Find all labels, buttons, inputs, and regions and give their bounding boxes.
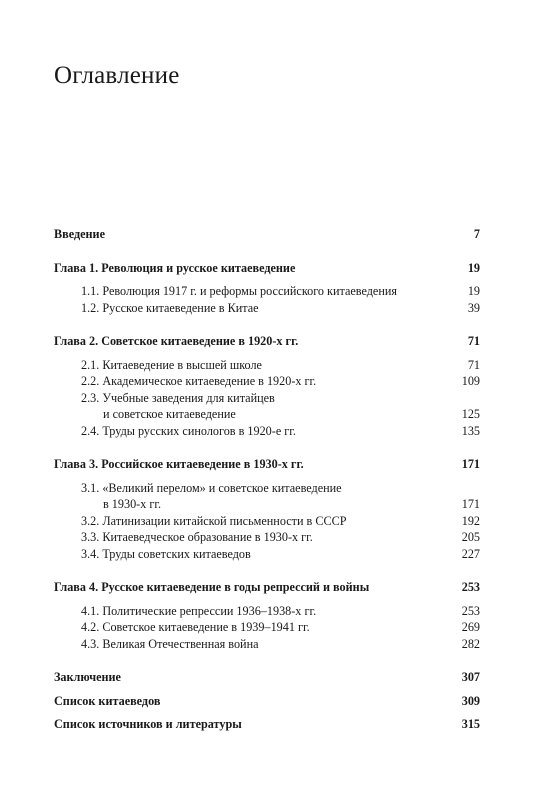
toc-entry-introduction <box>54 226 480 243</box>
toc-section-3-3 <box>54 529 480 546</box>
toc-entry-title: 2.1. Китаеведение в высшей школе <box>81 357 262 372</box>
toc-entry-page: 307 <box>461 670 480 684</box>
toc-entry-page: 253 <box>461 603 480 618</box>
toc-section-4-2 <box>54 619 480 636</box>
toc-chapter-2 <box>54 333 480 350</box>
toc-entry-bibliography <box>54 716 480 733</box>
toc-entry-title: Глава 1. Революция и русское китаеведение <box>54 260 296 275</box>
toc-entry-title: 2.4. Труды русских синологов в 1920-е гг. <box>81 423 296 438</box>
toc-entry-sinologists-list <box>54 693 480 710</box>
toc-chapter-1 <box>54 260 480 277</box>
toc-entry-page: 71 <box>467 334 480 348</box>
toc-section-3-1 <box>54 480 480 513</box>
toc-section-2-3 <box>54 390 480 423</box>
toc-entry-title: 2.2. Академическое китаеведение в 1920-х гг. <box>81 374 317 388</box>
toc-entry-page: 309 <box>461 693 480 708</box>
toc-entry-title: Список источников и литературы <box>54 717 242 731</box>
toc-entry-page: 109 <box>461 374 480 388</box>
toc-entry-conclusion <box>54 669 480 686</box>
toc-entry-page: 192 <box>461 513 480 528</box>
toc-entry-page: 227 <box>461 546 480 561</box>
toc-entry-page: 205 <box>461 530 480 544</box>
toc-chapter-3 <box>54 456 480 473</box>
toc-entry-title-continued: и советское китаеведение <box>103 407 236 421</box>
toc-entry-title: Глава 3. Российское китаеведение в 1930-х гг. <box>54 457 304 471</box>
toc-section-3-4 <box>54 546 480 563</box>
toc-entry-page: 19 <box>467 260 480 275</box>
toc-entry-title: 4.1. Политические репрессии 1936–1938-х гг. <box>81 603 317 618</box>
toc-entry-title: 3.4. Труды советских китаеведов <box>81 546 251 561</box>
toc-section-2-1 <box>54 357 480 374</box>
toc-chapter-4 <box>54 579 480 596</box>
page-title: Оглавление <box>54 62 180 89</box>
toc-entry-title: Введение <box>54 227 105 241</box>
toc-entry-title: 1.1. Революция 1917 г. и реформы российского китаеведения <box>81 284 397 298</box>
toc-entry-page: 171 <box>461 497 480 511</box>
toc-entry-title: 4.3. Великая Отечественная война <box>81 636 259 651</box>
toc-entry-page: 125 <box>461 407 480 421</box>
toc-entry-page: 315 <box>461 717 480 731</box>
toc-section-3-2 <box>54 513 480 530</box>
toc-entry-title: 3.2. Латинизации китайской письменности в СССР <box>81 513 347 528</box>
table-of-contents <box>54 226 480 733</box>
toc-entry-page: 269 <box>461 620 480 634</box>
toc-entry-title: 3.3. Китаеведческое образование в 1930-х гг. <box>81 530 313 544</box>
toc-section-2-2 <box>54 373 480 390</box>
toc-entry-page: 282 <box>461 636 480 651</box>
toc-entry-page: 39 <box>467 300 480 315</box>
toc-entry-page: 253 <box>461 580 480 594</box>
toc-entry-title: Заключение <box>54 670 121 684</box>
toc-entry-page: 135 <box>461 423 480 438</box>
toc-entry-title: Глава 2. Советское китаеведение в 1920-х гг. <box>54 334 299 348</box>
toc-entry-page: 171 <box>461 457 480 471</box>
toc-entry-page: 7 <box>473 227 480 241</box>
toc-entry-page: 71 <box>467 357 480 372</box>
toc-entry-page: 19 <box>467 284 480 298</box>
toc-section-2-4 <box>54 423 480 440</box>
toc-entry-title: 3.1. «Великий перелом» и советское китаеведение <box>81 480 342 495</box>
toc-entry-title: 1.2. Русское китаеведение в Китае <box>81 300 259 315</box>
toc-entry-title: Глава 4. Русское китаеведение в годы репрессий и войны <box>54 580 370 594</box>
toc-section-1-2 <box>54 300 480 317</box>
toc-entry-title-continued: в 1930-х гг. <box>103 497 162 511</box>
toc-entry-title: 2.3. Учебные заведения для китайцев <box>81 390 275 405</box>
toc-section-4-3 <box>54 636 480 653</box>
toc-entry-title: 4.2. Советское китаеведение в 1939–1941 гг. <box>81 620 310 634</box>
toc-section-4-1 <box>54 603 480 620</box>
toc-entry-title: Список китаеведов <box>54 693 161 708</box>
toc-section-1-1 <box>54 283 480 300</box>
